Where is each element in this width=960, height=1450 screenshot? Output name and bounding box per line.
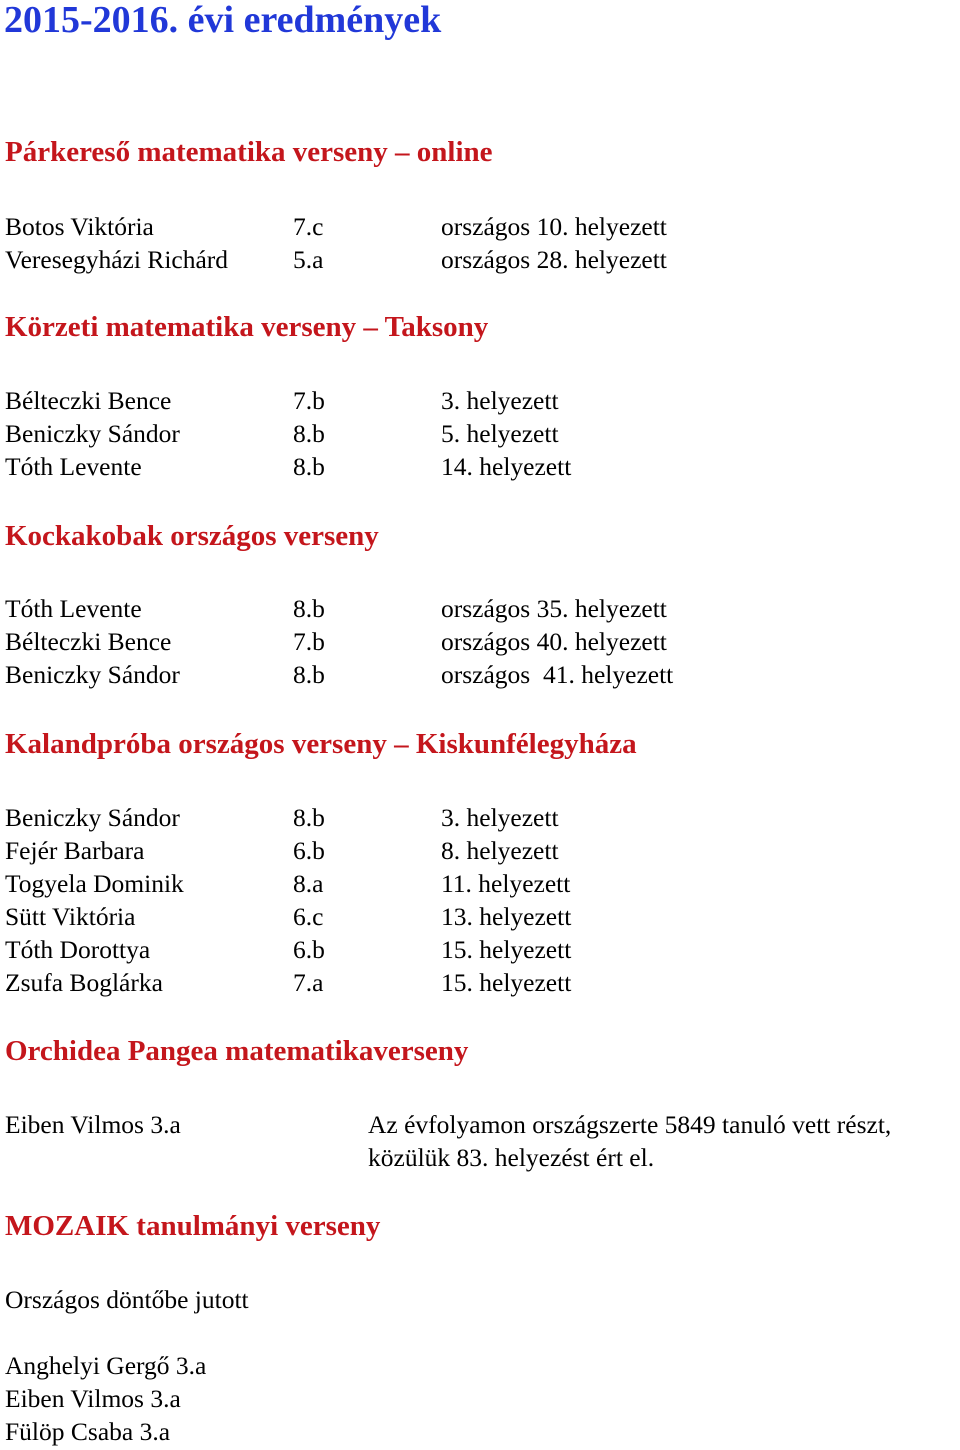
student-class: 8.a [293, 869, 324, 898]
page-title: 2015-2016. évi eredmények [4, 0, 442, 41]
student-name: Fejér Barbara [5, 836, 145, 865]
student-class: 6.b [293, 935, 325, 964]
student-name: Veresegyházi Richárd [5, 245, 229, 274]
student-name: Anghelyi Gergő 3.a [5, 1351, 207, 1380]
student-result: 8. helyezett [441, 836, 559, 865]
section-heading: Körzeti matematika verseny – Taksony [5, 311, 489, 343]
result-row [0, 933, 960, 966]
student-name: Tóth Levente [5, 594, 142, 623]
result-row [0, 867, 960, 900]
student-class: 7.b [293, 386, 325, 415]
student-result: országos 10. helyezett [441, 212, 667, 241]
student-result: országos 35. helyezett [441, 594, 667, 623]
student-result: 3. helyezett [441, 803, 559, 832]
result-row [0, 625, 960, 658]
student-result: 15. helyezett [441, 968, 572, 997]
student-class: 8.b [293, 660, 325, 689]
student-class: 7.b [293, 627, 325, 656]
section-heading: MOZAIK tanulmányi verseny [5, 1210, 381, 1242]
student-name: Togyela Dominik [5, 869, 184, 898]
student-class: 8.b [293, 452, 325, 481]
section-heading: Kalandpróba országos verseny – Kiskunfélegyháza [5, 728, 637, 760]
student-name: Bélteczki Bence [5, 627, 172, 656]
student-result: 5. helyezett [441, 419, 559, 448]
result-row [0, 658, 960, 691]
result-note-line: közülük 83. helyezést ért el. [368, 1143, 655, 1172]
result-row [0, 834, 960, 867]
student-class: 5.a [293, 245, 324, 274]
result-row [0, 900, 960, 933]
result-note-line: Az évfolyamon országszerte 5849 tanuló vett részt, [368, 1110, 892, 1139]
result-row [0, 243, 960, 276]
student-class: 8.b [293, 803, 325, 832]
student-name: Eiben Vilmos 3.a [5, 1384, 181, 1413]
section-heading: Kockakobak országos verseny [5, 520, 379, 552]
student-result: 14. helyezett [441, 452, 572, 481]
section-heading: Párkereső matematika verseny – online [5, 136, 493, 168]
student-name: Sütt Viktória [5, 902, 136, 931]
student-class: 7.c [293, 212, 324, 241]
section-heading: Orchidea Pangea matematikaverseny [5, 1035, 469, 1067]
result-row [0, 592, 960, 625]
student-class: 7.a [293, 968, 324, 997]
student-name: Beniczky Sándor [5, 660, 180, 689]
student-result: 13. helyezett [441, 902, 572, 931]
student-result: országos 41. helyezett [441, 660, 674, 689]
student-name: Tóth Levente [5, 452, 142, 481]
student-name: Tóth Dorottya [5, 935, 151, 964]
result-row [0, 801, 960, 834]
student-name: Beniczky Sándor [5, 419, 180, 448]
student-result: országos 40. helyezett [441, 627, 667, 656]
student-name: Eiben Vilmos 3.a [5, 1110, 181, 1139]
student-class: 8.b [293, 419, 325, 448]
result-row [0, 966, 960, 999]
student-name: Beniczky Sándor [5, 803, 180, 832]
result-row [0, 384, 960, 417]
section-subtitle: Országos döntőbe jutott [5, 1285, 249, 1314]
student-name: Bélteczki Bence [5, 386, 172, 415]
student-class: 6.c [293, 902, 324, 931]
student-result: országos 28. helyezett [441, 245, 667, 274]
student-result: 11. helyezett [441, 869, 571, 898]
student-class: 6.b [293, 836, 325, 865]
student-name: Fülöp Csaba 3.a [5, 1417, 171, 1446]
student-name: Zsufa Boglárka [5, 968, 163, 997]
result-row [0, 417, 960, 450]
result-row [0, 450, 960, 483]
student-result: 15. helyezett [441, 935, 572, 964]
student-name: Botos Viktória [5, 212, 154, 241]
student-result: 3. helyezett [441, 386, 559, 415]
student-class: 8.b [293, 594, 325, 623]
result-row [0, 210, 960, 243]
